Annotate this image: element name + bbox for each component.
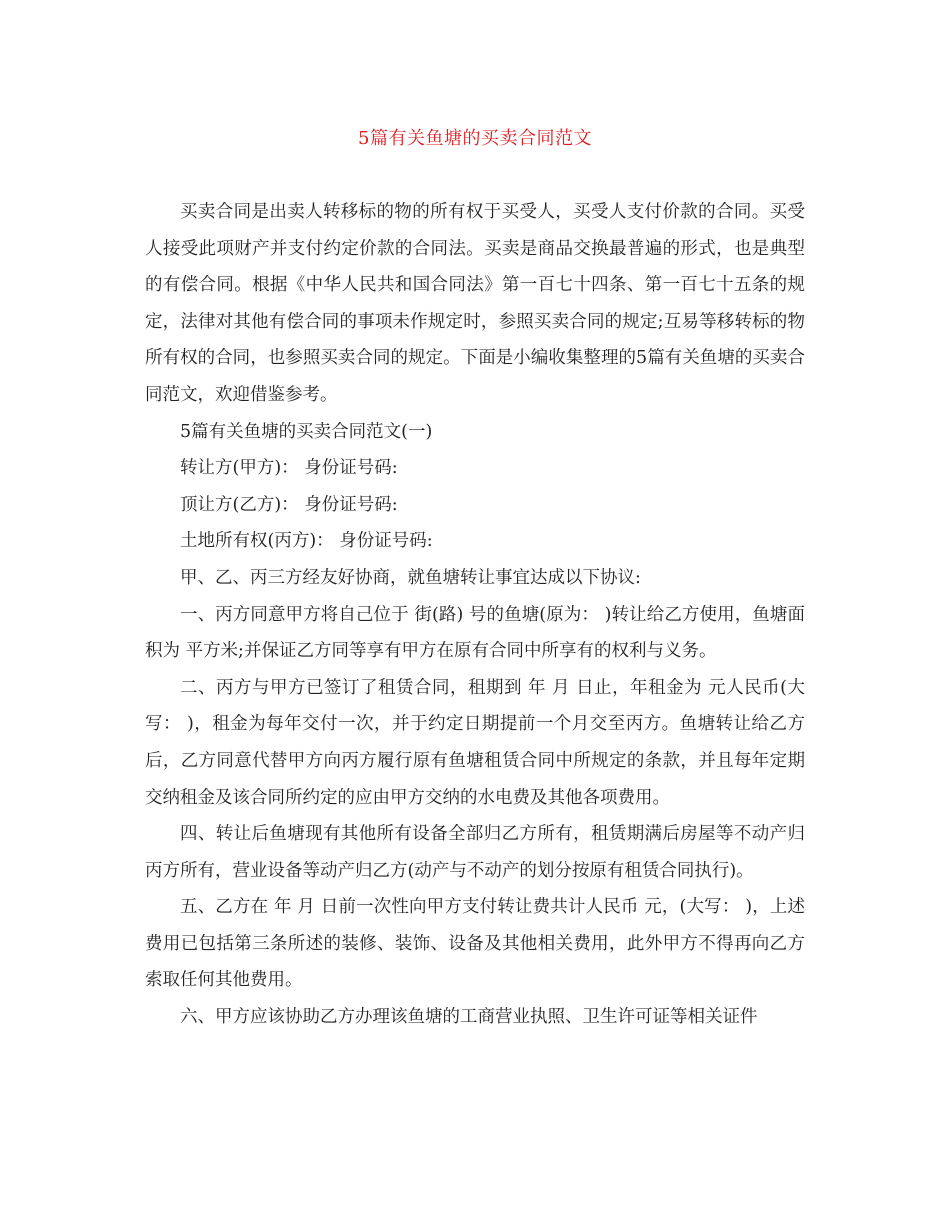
document-body	[145, 194, 805, 1036]
paragraph-agreement-intro: 甲、乙、丙三方经友好协商，就鱼塘转让事宜达成以下协议:	[180, 567, 641, 588]
paragraph-clause-2: 二、丙方与甲方已签订了租赁合同，租期到 年 月 日止，年租金为 元人民币(大写： )，租金为每年交付一次，并于约定日期提前一个月交至丙方。鱼塘转让给乙方后，乙方同意代替甲方向丙方履行原有鱼塘租赁合同中所规定的条款，并且每年定期交纳租金及该合同所约定的应由甲方交纳的水电费及其他各项费用。	[145, 677, 805, 808]
paragraph-clause-4: 四、转让后鱼塘现有其他所有设备全部归乙方所有，租赁期满后房屋等不动产归丙方所有，营业设备等动产归乙方(动产与不动产的划分按原有租赁合同执行)。	[145, 824, 805, 881]
paragraph-intro: 买卖合同是出卖人转移标的物的所有权于买受人，买受人支付价款的合同。买受人接受此项财产并支付约定价款的合同法。买卖是商品交换最普遍的形式，也是典型的有偿合同。根据《中华人民共和国合同法》第一百七十四条、第一百七十五条的规定，法律对其他有偿合同的事项未作规定时，参照买卖合同的规定;互易等移转标的物所有权的合同，也参照买卖合同的规定。下面是小编收集整理的5篇有关鱼塘的买卖合同范文，欢迎借鉴参考。	[145, 202, 805, 405]
paragraph-party-c: 土地所有权(丙方)： 身份证号码:	[180, 531, 433, 552]
paragraph-clause-6: 六、甲方应该协助乙方办理该鱼塘的工商营业执照、卫生许可证等相关证件	[180, 1007, 758, 1028]
paragraph-clause-1: 一、丙方同意甲方将自己位于 街(路) 号的鱼塘(原为： )转让给乙方使用，鱼塘面积为 平方米;并保证乙方同等享有甲方在原有合同中所享有的权利与义务。	[145, 604, 805, 662]
paragraph-party-b: 顶让方(乙方)： 身份证号码:	[180, 494, 398, 515]
document-title: 5篇有关鱼塘的买卖合同范文	[358, 128, 592, 149]
paragraph-section-heading: 5篇有关鱼塘的买卖合同范文(一)	[180, 421, 433, 442]
paragraph-clause-5: 五、乙方在 年 月 日前一次性向甲方支付转让费共计人民币 元，(大写： )，上述费用已包括第三条所述的装修、装饰、设备及其他相关费用，此外甲方不得再向乙方索取任何其他费用。	[145, 897, 805, 991]
paragraph-party-a: 转让方(甲方)： 身份证号码:	[180, 458, 398, 479]
